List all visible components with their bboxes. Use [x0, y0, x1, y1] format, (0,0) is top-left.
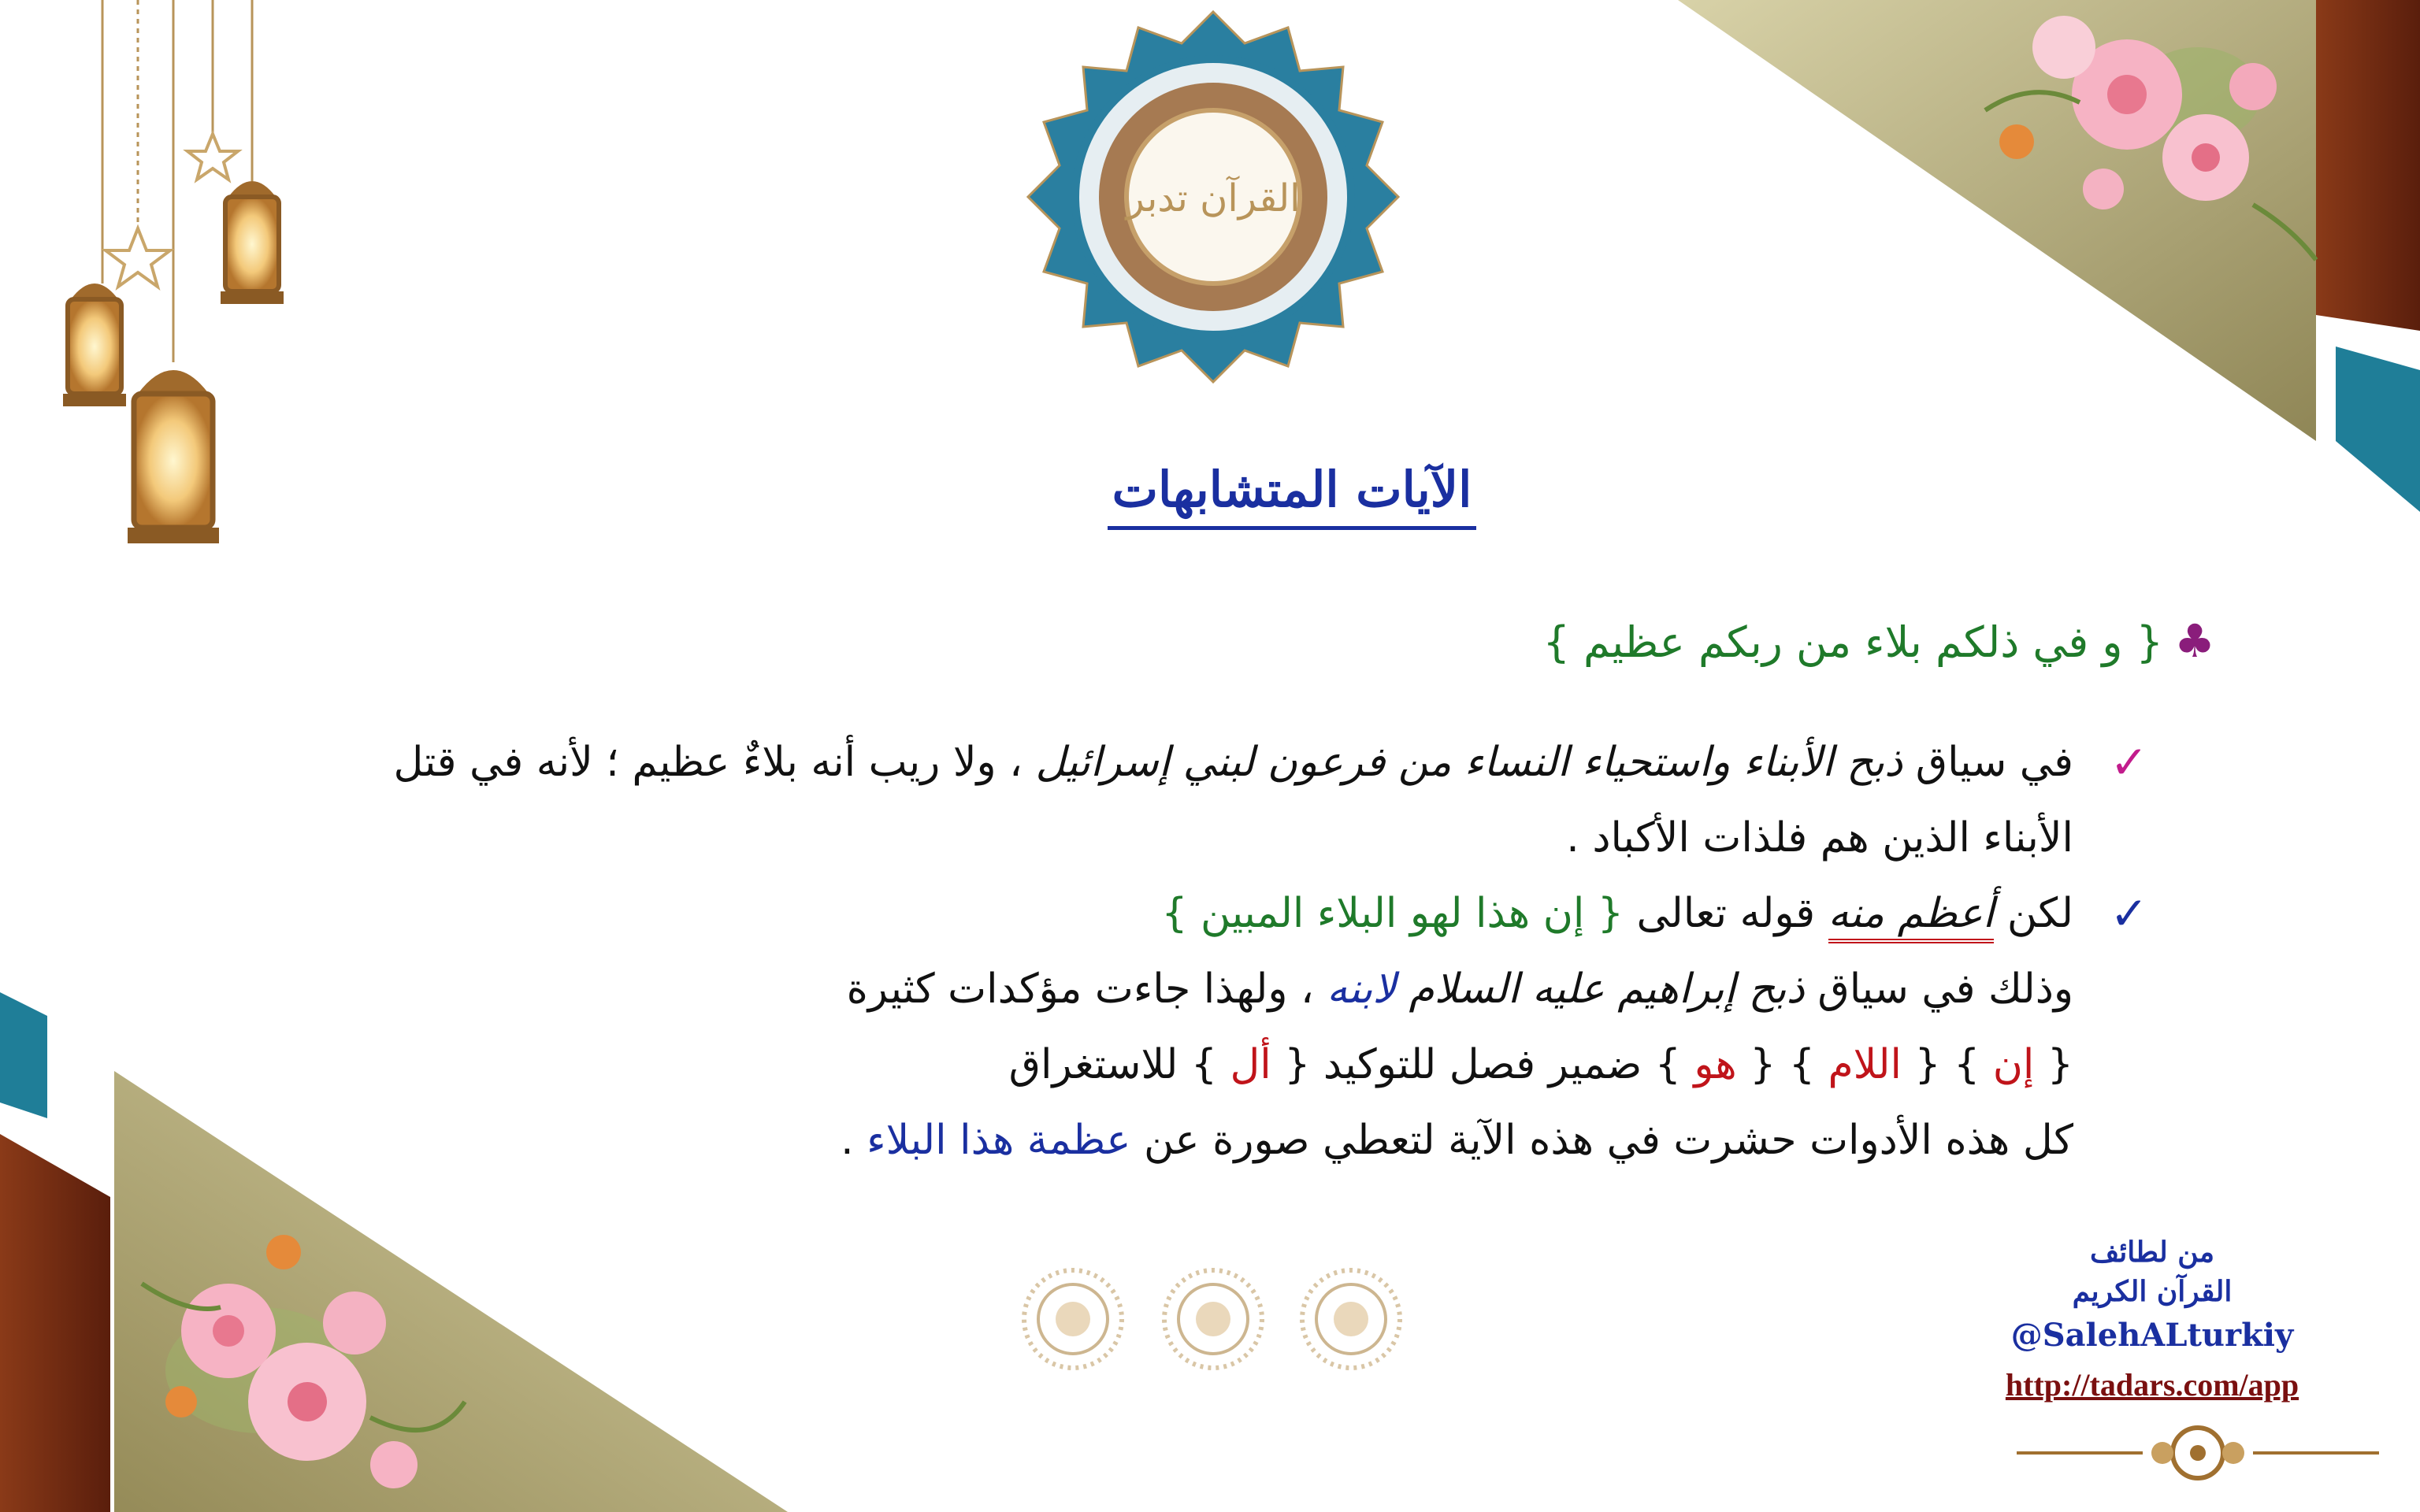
point-2-line-3: { إن } { اللام } { هو } ضمير فصل للتوكيد { أل } للاستغراق — [1008, 1041, 2073, 1088]
point-1-line-1: في سياق ذبح الأبناء واستحياء النساء من فرعون لبني إسرائيل ، ولا ريب أنه بلاءٌ عظيم ؛ لأنه في قتل — [393, 739, 2073, 786]
credits-ornament-divider — [2017, 1428, 2379, 1478]
point-1-line-2: الأبناء الذين هم فلذات الأكباد . — [1566, 814, 2073, 862]
point-2 — [191, 876, 2420, 1178]
twitter-handle[interactable]: @SalehALturkiy — [2010, 1317, 2294, 1354]
checkmark-icon: ✓ — [2110, 736, 2148, 789]
page-title-text: الآيات المتشابهات — [1108, 461, 1477, 530]
credits-line-1: من لطائف — [2090, 1236, 2214, 1269]
verse-heading — [246, 614, 2215, 668]
point-2-line-2: وذلك في سياق ذبح إبراهيم عليه السلام لابنه ، ولهذا جاءت مؤكدات كثيرة — [846, 965, 2073, 1013]
credits-line-2: القرآن الكريم — [2072, 1275, 2233, 1308]
bottom-medallions — [1024, 1270, 1400, 1368]
point-2-line-1: لكن أعظم منه قوله تعالى { إن هذا لهو البلاء المبين } — [191, 876, 2073, 951]
quran-emblem-logo — [1028, 12, 1398, 382]
credits-block — [1939, 1232, 2365, 1410]
point-1 — [191, 724, 2420, 876]
verse-text: { و في ذلكم بلاء من ربكم عظيم } — [1542, 617, 2163, 667]
top-right-corner-decoration — [1678, 0, 2420, 512]
checkmark-icon: ✓ — [2110, 887, 2148, 940]
emblem-calligraphy: القرآن تدبر — [1126, 176, 1301, 220]
website-link[interactable]: http://tadars.com/app — [2005, 1367, 2299, 1403]
explanation-content — [191, 724, 2420, 1178]
club-icon: ♣ — [2174, 614, 2215, 668]
point-2-line-4: كل هذه الأدوات حشرت في هذه الآية لتعطي صورة عن عظمة هذا البلاء . — [841, 1117, 2073, 1164]
hanging-lanterns-image — [63, 0, 284, 543]
page-title — [945, 461, 1639, 518]
